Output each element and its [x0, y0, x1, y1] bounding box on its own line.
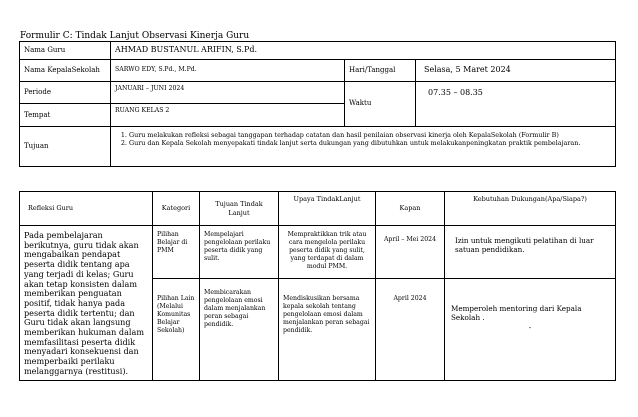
header-refleksi: Refleksi Guru — [20, 192, 153, 226]
waktu-value: 07.35 – 08.35 — [416, 82, 616, 127]
kebutuhan-mark: - — [528, 322, 532, 332]
header-kategori: Kategori — [153, 192, 200, 226]
row-nama-guru — [20, 42, 616, 60]
row-periode — [20, 82, 616, 104]
tujuan-value — [111, 127, 616, 167]
followup-table — [19, 191, 616, 381]
kapan-cell: April – Mei 2024 — [376, 226, 445, 279]
refleksi-cell: Pada pembelajaran berikutnya, guru tidak akan mengabaikan pendapat peserta didik tentang apa yang terjadi di kelas; Guru akan tetap konsisten dalam memberikan penguatan positif, tidak hanya pada peserta didik tertentu; dan Guru tidak akan langsung memberikan hukuman dalam memfasilitasi peserta didik menyadari konsekuensi dan memperbaiki perilaku melanggarnya (restitusi). — [20, 226, 153, 381]
upaya-cell: Mempraktikkan trik atau cara mengelola perilaku peserta didik yang sulit, yang terdapat di dalam modul PMM. — [279, 226, 376, 279]
hari-label: Hari/Tanggal — [345, 60, 416, 82]
kepsek-label: Nama KepalaSekolah — [20, 60, 111, 82]
row-kepsek — [20, 60, 616, 82]
periode-label: Periode — [20, 82, 111, 104]
nama-guru-value: AHMAD BUSTANUL ARIFIN, S.Pd. — [111, 42, 616, 60]
table-row — [20, 226, 616, 279]
kepsek-value: SARWO EDY, S.Pd., M.Pd. — [111, 60, 345, 82]
header-kebutuhan: Kebutuhan Dukungan(Apa/Siapa?) — [445, 192, 616, 226]
tujuan-cell: Membicarakan pengelolaan emosi dalam menjalankan peran sebagai pendidik. — [200, 278, 279, 380]
tujuan-label: Tujuan — [20, 127, 111, 167]
kebutuhan-cell: Izin untuk mengikuti pelatihan di luar satuan pendidikan. — [445, 226, 616, 279]
tujuan-cell: Mempelajari pengelolaan perilaku peserta didik yang sulit. — [200, 226, 279, 279]
tujuan-list — [115, 131, 611, 147]
kebutuhan-text: Memperoleh mentoring dari Kepala Sekolah . — [451, 303, 582, 323]
tujuan-item: 1. Guru melakukan refleksi sebagai tanggapan terhadap catatan dan hasil penilaian observasi kinerja oleh KepalaSekolah (Formulir B) — [129, 131, 611, 139]
kategori-cell: Pilihan Belajar di PMM — [153, 226, 200, 279]
info-table — [19, 41, 616, 167]
tujuan-item: 2. Guru dan Kepala Sekolah menyepakati tindak lanjut serta dukungan yang dibutuhkan untuk melakukanpeningkatan praktik pembelajaran. — [129, 139, 611, 147]
followup-header-row — [20, 192, 616, 226]
header-kapan: Kapan — [376, 192, 445, 226]
tempat-value: RUANG KELAS 2 — [111, 104, 345, 127]
kategori-cell: Pilihan Lain (Melalui Komunitas Belajar Sekolah) — [153, 278, 200, 380]
periode-value: JANUARI – JUNI 2024 — [111, 82, 345, 104]
waktu-label: Waktu — [345, 82, 416, 127]
nama-guru-label: Nama Guru — [20, 42, 111, 60]
upaya-cell: Mendiskusikan bersama kepala sekolah tentang pengelolaan emosi dalam menjalankan peran sebagai pendidik. — [279, 278, 376, 380]
hari-value: Selasa, 5 Maret 2024 — [416, 60, 616, 82]
tempat-label: Tempat — [20, 104, 111, 127]
kebutuhan-cell — [445, 278, 616, 380]
header-tujuan: Tujuan Tindak Lanjut — [200, 192, 279, 226]
kapan-cell: April 2024 — [376, 278, 445, 380]
row-tujuan — [20, 127, 616, 167]
page-title: Formulir C: Tindak Lanjut Observasi Kinerja Guru — [20, 31, 250, 41]
header-upaya: Upaya TindakLanjut — [279, 192, 376, 226]
